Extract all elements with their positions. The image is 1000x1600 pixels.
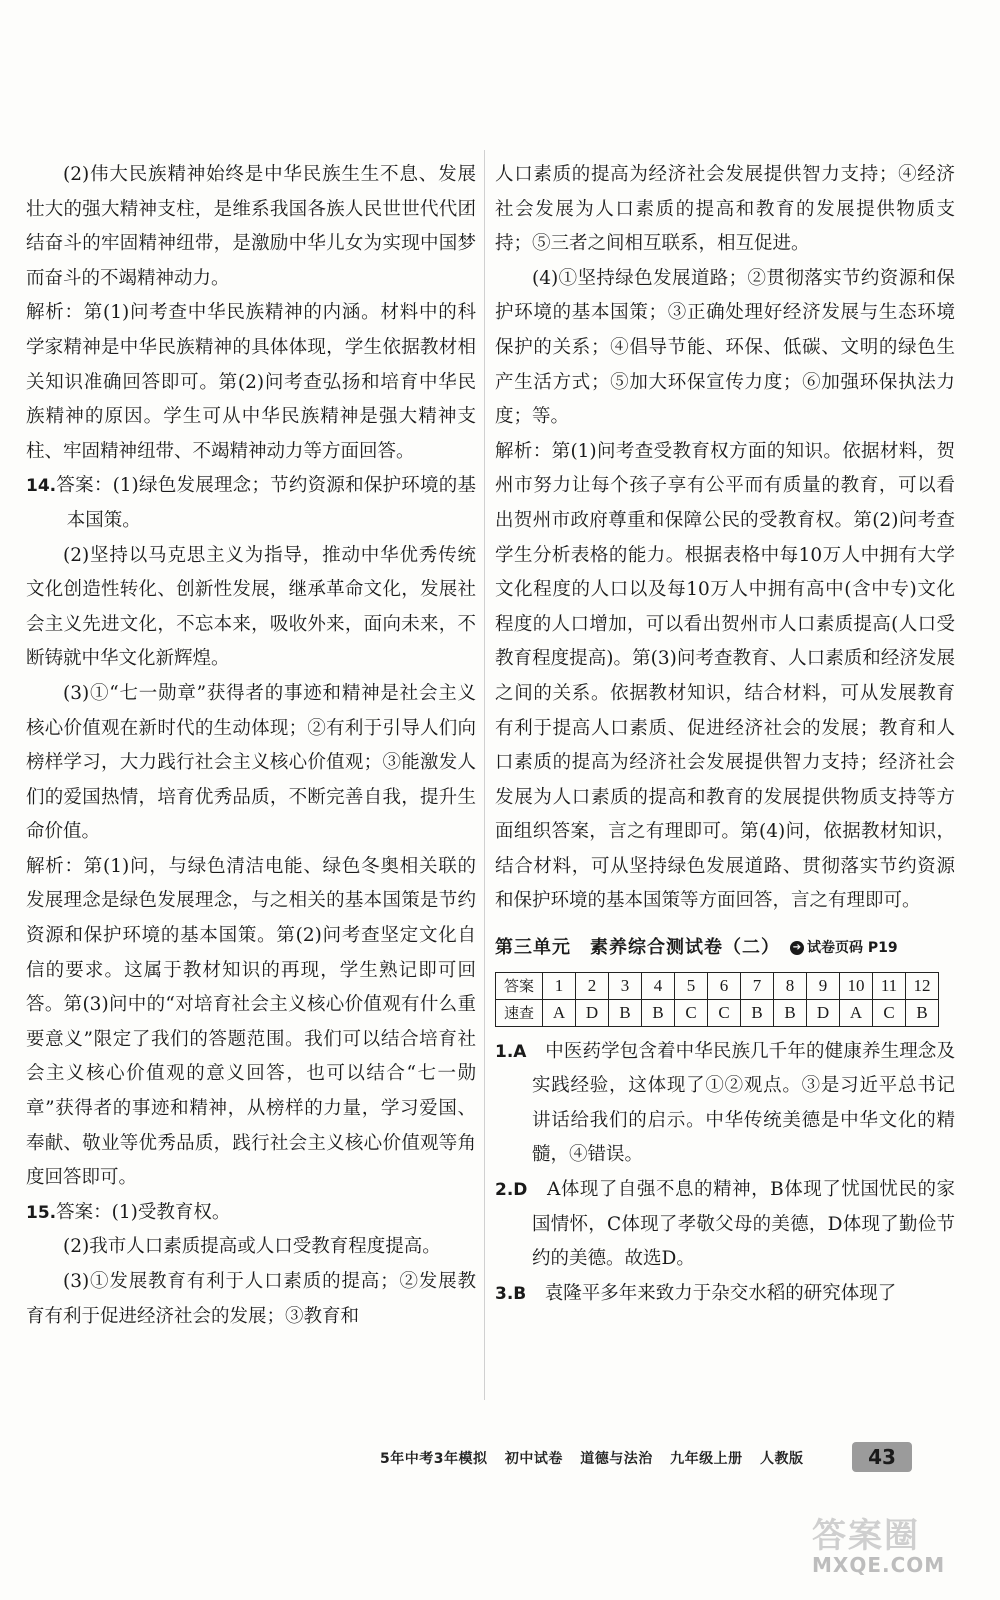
- page-reference: [790, 931, 898, 966]
- answer-paragraph: (2)坚持以马克思主义为指导，推动中华优秀传统文化创造性转化、创新性发展，继承革命文化，发展社会主义先进文化，不忘本来，吸收外来，面向未来，不断铸就中华文化新辉煌。: [26, 544, 476, 670]
- table-cell: B: [642, 999, 675, 1026]
- answer-paragraph: (4)①坚持绿色发展道路；②贯彻落实节约资源和保护环境的基本国策；③正确处理好经济发展与生态环境保护的关系；④倡导节能、环保、低碳、文明的绿色生产生活方式；⑤加大环保宣传力度；⑥加强环保执法力度；等。: [495, 267, 955, 428]
- answer-number: 3.B: [495, 1283, 527, 1304]
- question-14-answer: [26, 469, 476, 538]
- table-row: [496, 999, 939, 1026]
- page-reference-text: 试卷页码 P19: [807, 940, 898, 957]
- answer-item-3: [495, 1277, 955, 1312]
- table-header-cell: 速查: [496, 999, 543, 1026]
- page-number: 43: [852, 1442, 912, 1472]
- table-cell: C: [675, 999, 708, 1026]
- answer-item-1: [495, 1035, 955, 1173]
- table-cell: 12: [906, 972, 939, 999]
- answer-paragraph: 人口素质的提高为经济社会发展提供智力支持；④经济社会发展为人口素质的提高和教育的发展提供物质支持；⑤三者之间相互联系，相互促进。: [495, 164, 955, 255]
- footer-book-title: 5年中考3年模拟: [380, 1451, 488, 1467]
- table-cell: 7: [741, 972, 774, 999]
- table-cell: 11: [873, 972, 906, 999]
- table-cell: 4: [642, 972, 675, 999]
- table-cell: 8: [774, 972, 807, 999]
- answer-explanation: 袁隆平多年来致力于杂交水稻的研究体现了: [544, 1282, 897, 1304]
- answer-number: 1.A: [495, 1041, 527, 1062]
- table-cell: B: [741, 999, 774, 1026]
- answer-text: 答案：(1)受教育权。: [56, 1201, 231, 1223]
- footer-grade: 九年级上册: [670, 1451, 743, 1467]
- question-number: 15.: [26, 1202, 57, 1223]
- arrow-right-icon: ➔: [790, 941, 804, 955]
- table-cell: D: [807, 999, 840, 1026]
- section-header: [495, 931, 955, 966]
- table-cell: 3: [609, 972, 642, 999]
- right-column: [495, 158, 955, 1311]
- analysis-paragraph: 解析：第(1)问考查中华民族精神的内涵。材料中的科学家精神是中华民族精神的具体体现，学生依据教材相关知识准确回答即可。第(2)问考查弘扬和培育中华民族精神的原因。学生可从中华民族精神是强大精神支柱、牢固精神纽带、不竭精神动力等方面回答。: [26, 302, 476, 462]
- answer-item-2: [495, 1173, 955, 1277]
- watermark: [812, 1508, 982, 1588]
- left-column: [26, 158, 476, 1334]
- table-cell: C: [708, 999, 741, 1026]
- analysis-paragraph: 解析：第(1)问考查受教育权方面的知识。依据材料，贺州市努力让每个孩子享有公平而有质量的教育，可以看出贺州市政府尊重和保障公民的受教育权。第(2)问考查学生分析表格的能力。根据表格中每10万人中拥有大学文化程度的人口以及每10万人中拥有高中(含中专)文化程度的人口增加，可以看出贺州市人口素质提高(人口受教育程度提高)。第(3)问考查教育、人口素质和经济发展之间的关系。依据教材知识，结合材料，可从发展教育有利于提高人口素质、促进经济社会的发展；教育和人口素质的提高为经济社会发展提供智力支持；经济社会发展为人口素质的提高和教育的发展提供物质支持等方面组织答案，言之有理即可。第(4)问，依据教材知识，结合材料，可从坚持绿色发展道路、贯彻落实节约资源和保护环境的基本国策等方面回答，言之有理即可。: [495, 440, 955, 912]
- answer-number: 2.D: [495, 1180, 528, 1201]
- answer-paragraph: (2)我市人口素质提高或人口受教育程度提高。: [63, 1236, 441, 1258]
- table-row: [496, 972, 939, 999]
- table-cell: B: [609, 999, 642, 1026]
- answer-paragraph: (3)①“七一勋章”获得者的事迹和精神是社会主义核心价值观在新时代的生动体现；②有利于引导人们向榜样学习，大力践行社会主义核心价值观；③能激发人们的爱国热情，培育优秀品质，不断完善自我，提升生命价值。: [26, 682, 476, 843]
- question-number: 14.: [26, 476, 57, 497]
- page-footer: [0, 1440, 1000, 1480]
- answer-paragraph: (3)①发展教育有利于人口素质的提高；②发展教育有利于促进经济社会的发展；③教育和: [26, 1271, 476, 1327]
- table-cell: 10: [840, 972, 873, 999]
- section-title: 第三单元 素养综合测试卷（二）: [495, 937, 780, 959]
- table-cell: B: [906, 999, 939, 1026]
- footer-edition: 人教版: [759, 1451, 804, 1467]
- table-cell: 9: [807, 972, 840, 999]
- table-header-cell: 答案: [496, 972, 543, 999]
- question-15-answer: [26, 1196, 476, 1231]
- table-cell: 1: [543, 972, 576, 999]
- footer-text: [380, 1448, 815, 1468]
- answer-quick-check-table: [495, 972, 939, 1027]
- answer-explanation: 中医药学包含着中华民族几千年的健康养生理念及实践经验，这体现了①②观点。③是习近平总书记讲话给我们的启示。中华传统美德是中华文化的精髓，④错误。: [532, 1040, 955, 1166]
- table-cell: D: [576, 999, 609, 1026]
- answer-text: 答案：(1)绿色发展理念；节约资源和保护环境的基本国策。: [56, 475, 476, 531]
- answer-paragraph: (2)伟大民族精神始终是中华民族生生不息、发展壮大的强大精神支柱，是维系我国各族人民世世代代团结奋斗的牢固精神纽带，是激励中华儿女为实现中国梦而奋斗的不竭精神动力。: [26, 164, 476, 289]
- table-cell: A: [840, 999, 873, 1026]
- column-divider: [484, 150, 485, 1400]
- watermark-logo: 答案圈: [812, 1516, 920, 1556]
- table-cell: B: [774, 999, 807, 1026]
- table-cell: 6: [708, 972, 741, 999]
- footer-subject: 道德与法治: [580, 1451, 653, 1467]
- table-cell: 5: [675, 972, 708, 999]
- footer-paper-type: 初中试卷: [504, 1451, 563, 1467]
- analysis-paragraph: 解析：第(1)问，与绿色清洁电能、绿色冬奥相关联的发展理念是绿色发展理念，与之相关的基本国策是节约资源和保护环境的基本国策。第(2)问考查坚定文化自信的要求。这属于教材知识的再现，学生熟记即可回答。第(3)问中的“对培育社会主义核心价值观有什么重要意义”限定了我们的答题范围。我们可以结合培育社会主义核心价值观的意义回答，也可以结合“七一勋章”获得者的事迹和精神，从榜样的力量，学习爱国、奉献、敬业等优秀品质，践行社会主义核心价值观等角度回答即可。: [26, 855, 476, 1189]
- answer-explanation: A体现了自强不息的精神，B体现了忧国忧民的家国情怀，C体现了孝敬父母的美德，D体现了勤俭节约的美德。故选D。: [532, 1179, 955, 1270]
- watermark-url: MXQE.COM: [812, 1553, 946, 1577]
- table-cell: A: [543, 999, 576, 1026]
- table-cell: 2: [576, 972, 609, 999]
- table-cell: C: [873, 999, 906, 1026]
